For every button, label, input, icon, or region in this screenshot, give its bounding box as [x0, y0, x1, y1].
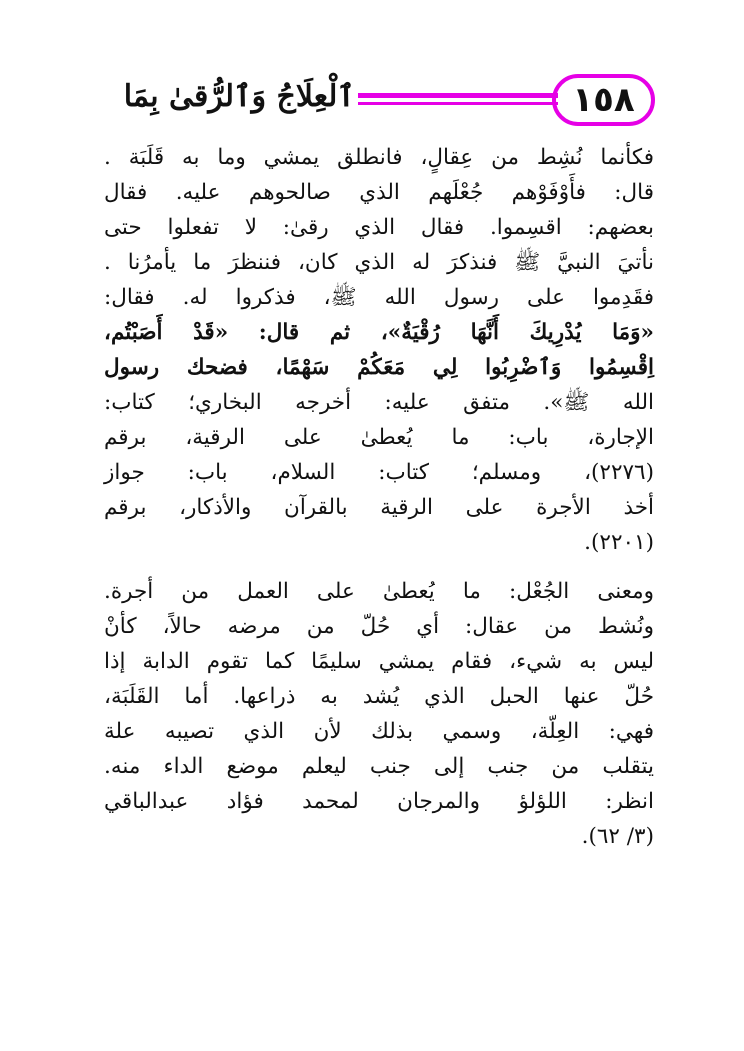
text-line: انظر: اللؤلؤ والمرجان لمحمد فؤاد عبدالباقي [104, 789, 654, 814]
text-line: ونُشط من عقال: أي حُلّ من مرضه حالاً، كأنْ [104, 614, 654, 639]
text-line: قال: فأَوْفَوْهم جُعْلَهم الذي صالحوهم عليه. فقال [104, 180, 654, 205]
text-line: يتقلب من جنب إلى جنب ليعلم موضع الداء منه. [104, 754, 654, 779]
text-line: فكأنما نُشِط من عِقالٍ، فانطلق يمشي وما به قَلَبَة . [104, 145, 654, 170]
text-line: فهي: العِلّة، وسمي بذلك لأن الذي تصيبه علة [104, 719, 654, 744]
text-line: ليس به شيء، فقام يمشي سليمًا كما تقوم الدابة إذا [104, 649, 654, 674]
running-title: ٱلْعِلَاجُ وَٱلرُّقىٰ بِمَا [123, 79, 355, 114]
text-line: «وَمَا يُدْرِيكَ أَنَّهَا رُقْيَةٌ»، ثم قال: «قَدْ أَصَبْتُم، [104, 320, 654, 345]
text-line: فقَدِموا على رسول الله ﷺ، فذكروا له. فقال: [104, 285, 654, 310]
header-rule-thick [358, 93, 558, 98]
text-line: الإجارة، باب: ما يُعطىٰ على الرقية، برقم [104, 425, 654, 450]
body-text [104, 140, 654, 854]
text-line: اِقْسِمُوا وَٱضْرِبُوا لِي مَعَكُمْ سَهْمًا، فضحك رسول [104, 355, 654, 380]
page-header [100, 70, 655, 132]
text-line: بعضهم: اقسِموا. فقال الذي رقىٰ: لا تفعلوا حتى [104, 215, 654, 240]
page-number: ١٥٨ [572, 80, 635, 120]
text-line: (٣/ ٦٢). [581, 824, 654, 849]
text-line: (٢٢٠١). [584, 530, 654, 555]
text-line: (٢٢٧٦)، ومسلم؛ كتاب: السلام، باب: جواز [104, 460, 654, 485]
text-line: الله ﷺ». متفق عليه: أخرجه البخاري؛ كتاب: [104, 390, 654, 415]
text-line: ومعنى الجُعْل: ما يُعطىٰ على العمل من أجرة. [104, 579, 654, 604]
text-line: أخذ الأجرة على الرقية بالقرآن والأذكار، برقم [104, 495, 654, 520]
page-number-badge [552, 74, 655, 126]
header-rule-thin [358, 102, 558, 105]
text-line: حُلّ عنها الحبل الذي يُشد به ذراعها. أما القَلَبَة، [104, 684, 654, 709]
paragraph-gap [104, 560, 654, 574]
text-line: نأتيَ النبيَّ ﷺ فنذكرَ له الذي كان، فننظرَ ما يأمرُنا . [104, 250, 654, 275]
